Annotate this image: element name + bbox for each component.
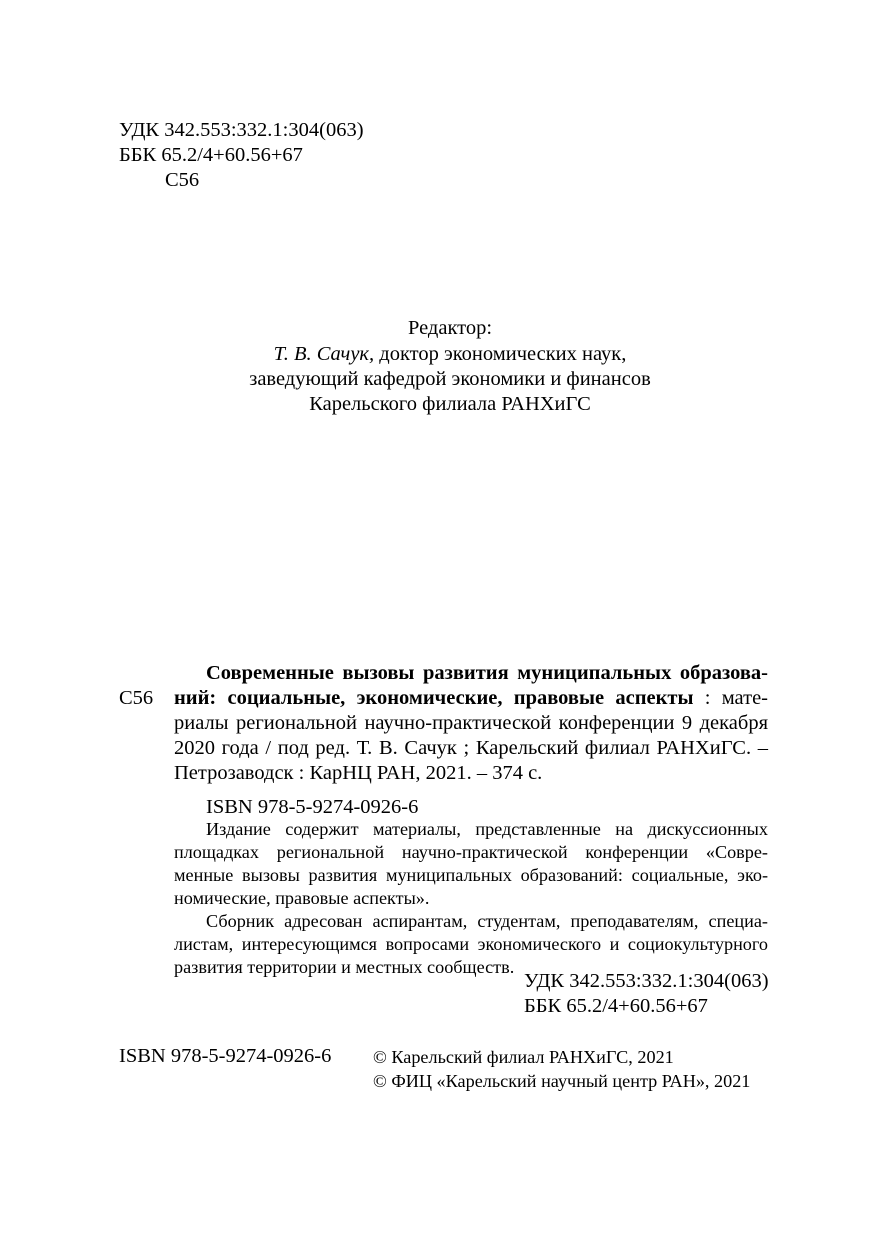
- record-line5: Петрозаводск : КарНЦ РАН, 2021. – 374 с.: [174, 762, 543, 784]
- annotation-p2-line: развития территории и местных сообществ.: [174, 957, 515, 977]
- record-title-line2: [174, 686, 768, 710]
- header-udk: УДК 342.553:332.1:304(063): [119, 119, 364, 141]
- annotation-p1-line: Издание содержит материалы, представленные на дискуссионных: [206, 819, 768, 839]
- annotation-p2-line: Сборник адресован аспирантам, студентам, преподавателям, специа-: [206, 911, 768, 931]
- editor-name: Т. В. Сачук,: [273, 343, 375, 365]
- record-isbn: ISBN 978-5-9274-0926-6: [206, 796, 419, 818]
- record-line4: 2020 года / под ред. Т. В. Сачук ; Карельский филиал РАНХиГС. –: [174, 737, 768, 759]
- record-title-bold: ний: социальные, экономические, правовые аспекты: [174, 687, 694, 709]
- classification-udk: УДК 342.553:332.1:304(063): [524, 970, 769, 992]
- record-code: С56: [119, 687, 154, 709]
- editor-degree: доктор экономических наук,: [374, 343, 627, 365]
- record-line3: риалы региональной научно-практической конференции 9 декабря: [174, 712, 768, 734]
- copyright-line-2: © ФИЦ «Карельский научный центр РАН», 2021: [373, 1071, 751, 1091]
- annotation-p1-line: менные вызовы развития муниципальных образований: социальные, эко-: [174, 865, 768, 885]
- annotation-p2-line: листам, интересующимся вопросами экономического и социокультурного: [174, 934, 768, 954]
- record-title-rest: : мате-: [693, 687, 769, 709]
- record-title-line1: Современные вызовы развития муниципальных образова-: [206, 662, 768, 684]
- copyright-line-1: © Карельский филиал РАНХиГС, 2021: [373, 1047, 674, 1067]
- editor-line1: [160, 342, 740, 366]
- editor-label: Редактор:: [407, 317, 493, 339]
- annotation-p1-line: площадках региональной научно-практической конференции «Совре-: [174, 842, 768, 862]
- editor-line2: заведующий кафедрой экономики и финансов: [249, 368, 651, 390]
- annotation-p1-line: номические, правовые аспекты».: [174, 888, 430, 908]
- classification-bbk: ББК 65.2/4+60.56+67: [524, 995, 708, 1017]
- editor-block: [160, 316, 740, 416]
- editor-line3: Карельского филиала РАНХиГС: [309, 393, 591, 415]
- header-code: С56: [165, 169, 200, 191]
- footer-isbn: ISBN 978-5-9274-0926-6: [119, 1045, 332, 1067]
- bibliographic-record: [174, 661, 768, 819]
- annotation: [174, 818, 768, 978]
- header-bbk: ББК 65.2/4+60.56+67: [119, 144, 303, 166]
